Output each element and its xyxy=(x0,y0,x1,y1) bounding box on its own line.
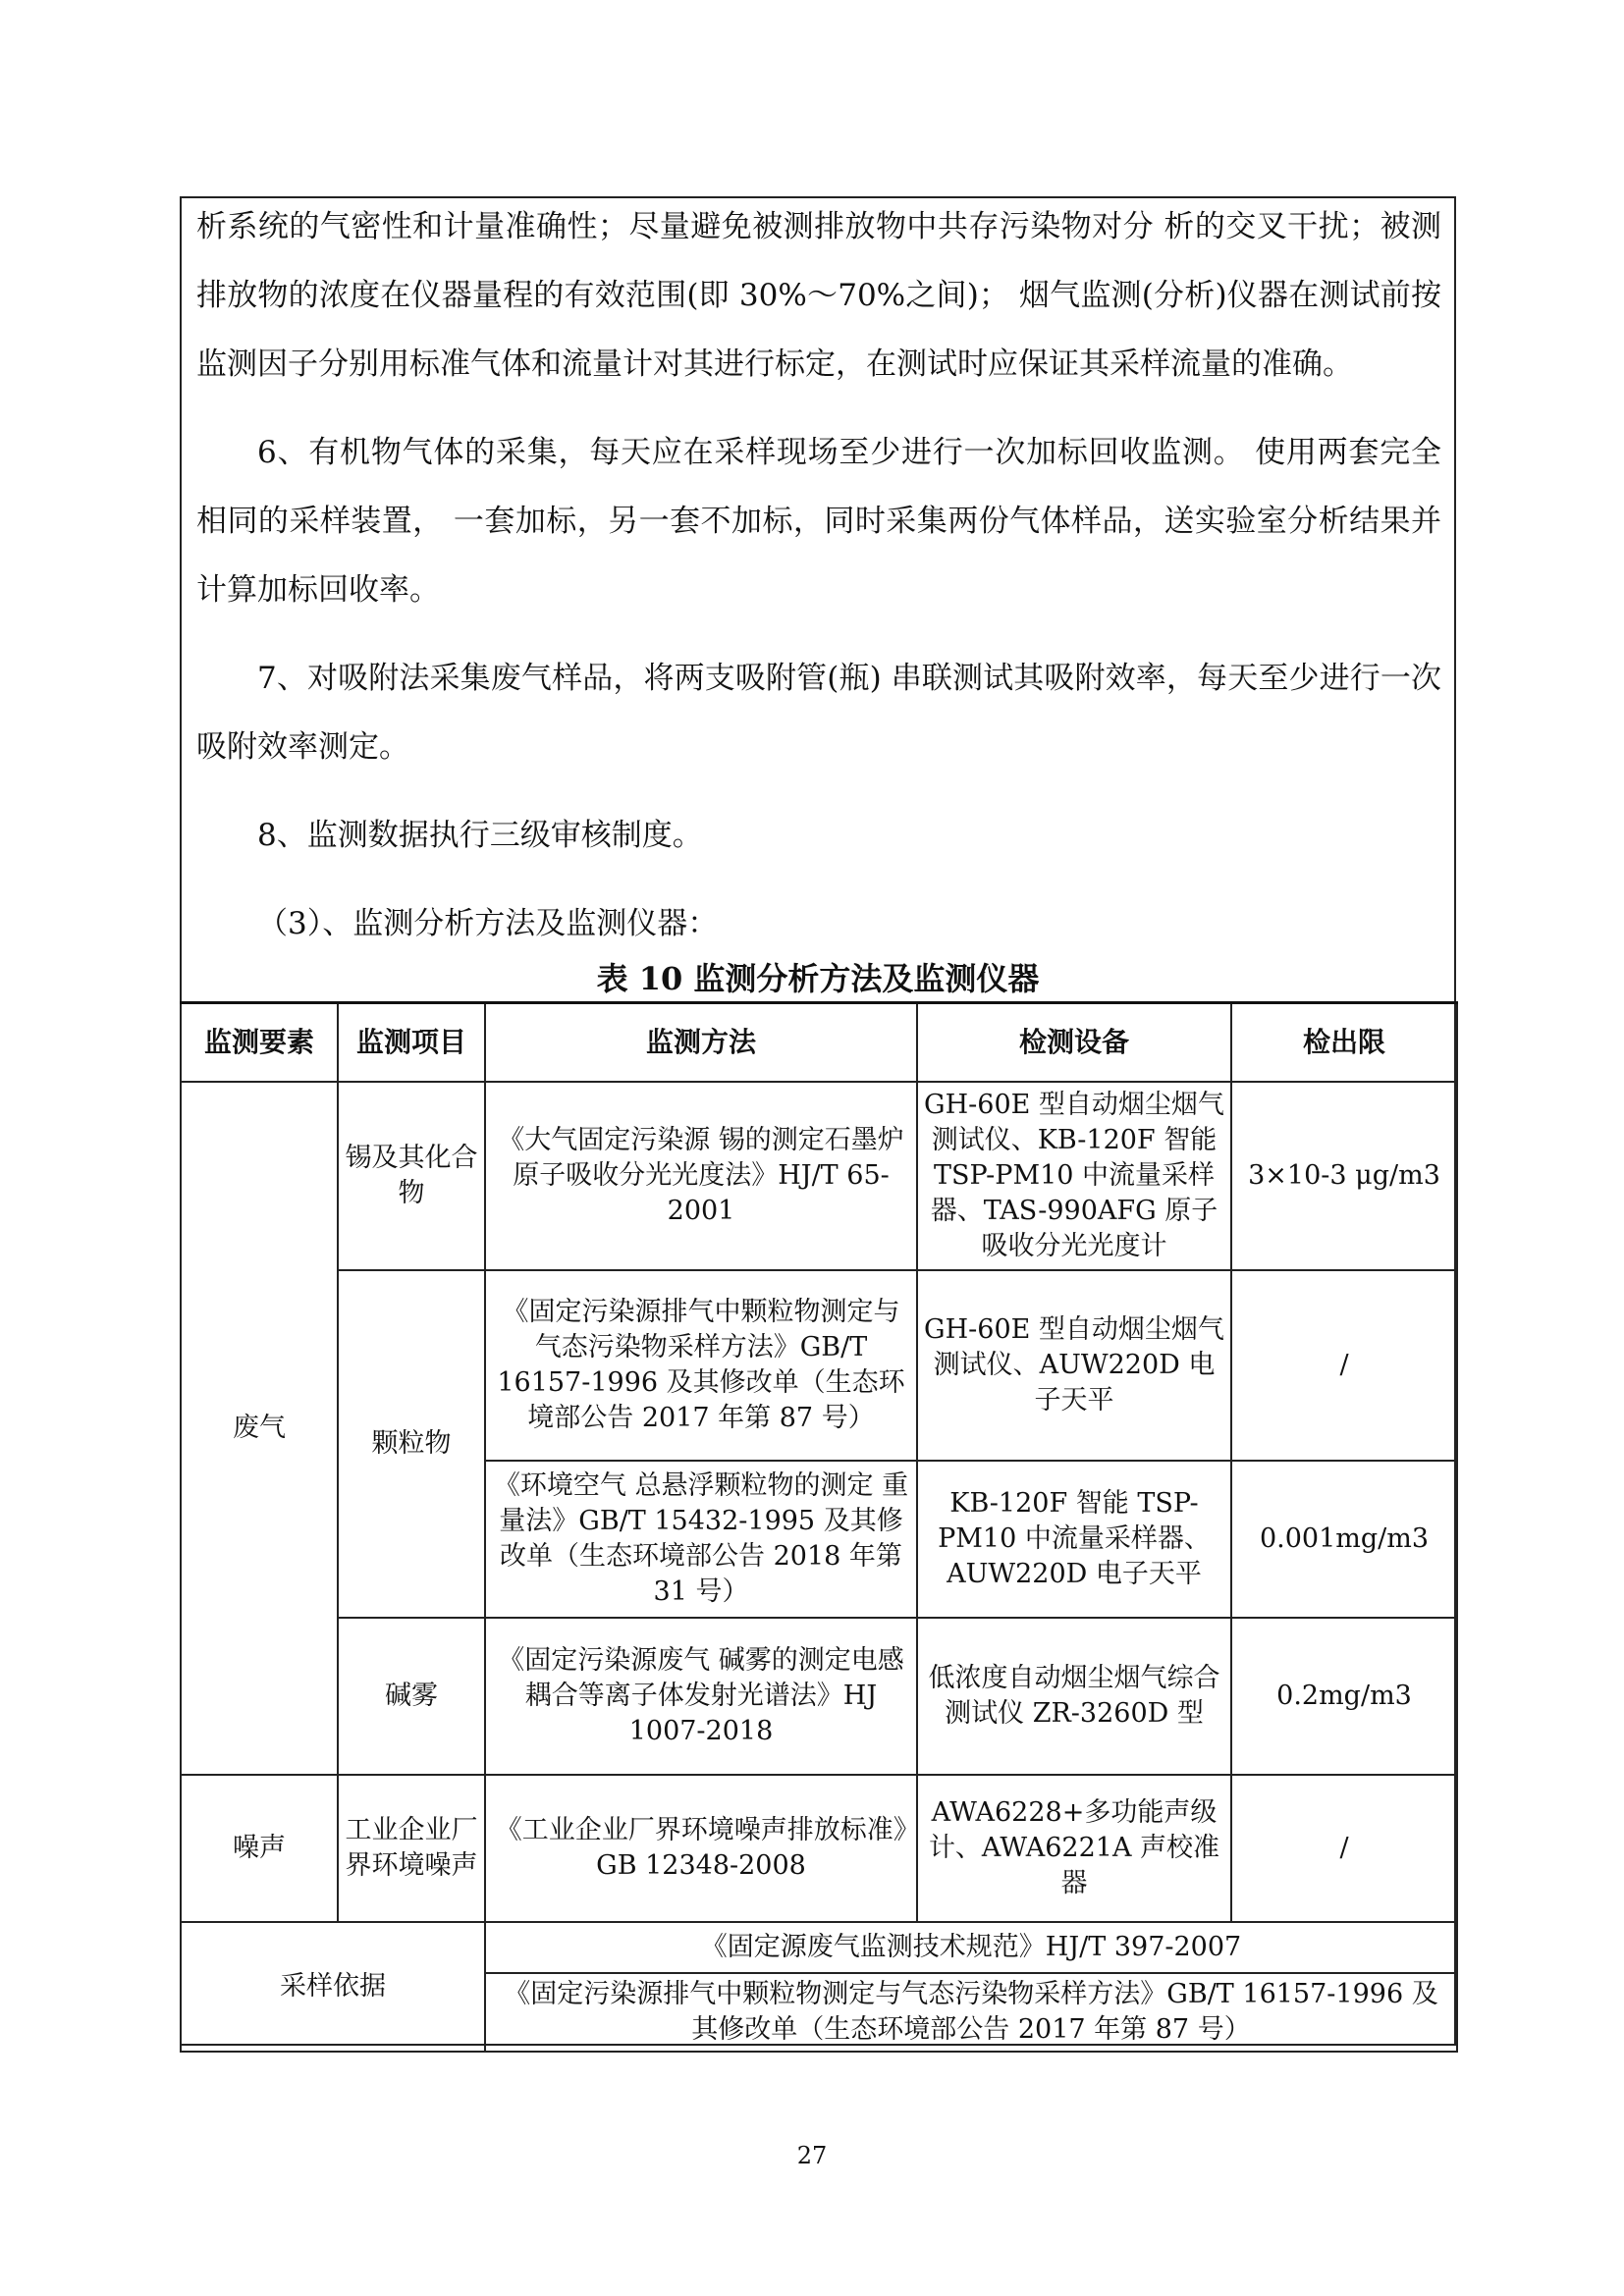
table-row xyxy=(181,1618,1457,1775)
method-tin: 《大气固定污染源 锡的测定石墨炉原子吸收分光光度法》HJ/T 65-2001 xyxy=(485,1082,917,1270)
method-alkali-mist: 《固定污染源废气 碱雾的测定电感耦合等离子体发射光谱法》HJ 1007-2018 xyxy=(485,1618,917,1775)
limit-particulate-1: / xyxy=(1231,1270,1457,1461)
equipment-tin: GH-60E 型自动烟尘烟气测试仪、KB-120F 智能 TSP-PM10 中流量采样器、TAS-990AFG 原子吸收分光光度计 xyxy=(917,1082,1231,1270)
body-text xyxy=(196,192,1441,958)
equipment-particulate-2: KB-120F 智能 TSP-PM10 中流量采样器、AUW220D 电子天平 xyxy=(917,1461,1231,1618)
element-noise: 噪声 xyxy=(181,1775,338,1922)
section-subheading: （3）、监测分析方法及监测仪器： xyxy=(257,906,719,941)
limit-particulate-2: 0.001mg/m3 xyxy=(1231,1461,1457,1618)
item-particulate: 颗粒物 xyxy=(338,1270,485,1618)
paragraph-item-8: 8、监测数据执行三级审核制度。 xyxy=(257,818,703,853)
header-item: 监测项目 xyxy=(338,1003,485,1082)
paragraph-analysis-system: 析系统的气密性和计量准确性；尽量避免被测排放物中共存污染物对分 析的交叉干扰；被测排放物的浓度在仪器量程的有效范围(即 30%～70%之间)； 烟气监测(分析)仪器在测试前按监测因子分别用标准气体和流量计对其进行标定，在测试时应保证其采样流量的准确。 xyxy=(196,209,1441,382)
header-method: 监测方法 xyxy=(485,1003,917,1082)
equipment-particulate-1: GH-60E 型自动烟尘烟气测试仪、AUW220D 电子天平 xyxy=(917,1270,1231,1461)
limit-tin: 3×10-3 μg/m3 xyxy=(1231,1082,1457,1270)
limit-noise: / xyxy=(1231,1775,1457,1922)
limit-alkali-mist: 0.2mg/m3 xyxy=(1231,1618,1457,1775)
sampling-basis-1: 《固定源废气监测技术规范》HJ/T 397-2007 xyxy=(485,1922,1457,1973)
item-tin: 锡及其化合物 xyxy=(338,1082,485,1270)
element-waste-gas: 废气 xyxy=(181,1082,338,1775)
table-row xyxy=(181,1082,1457,1270)
paragraph-item-7: 7、对吸附法采集废气样品，将两支吸附管(瓶) 串联测试其吸附效率，每天至少进行一次吸附效率测定。 xyxy=(196,661,1441,765)
header-limit: 检出限 xyxy=(1231,1003,1457,1082)
sampling-basis-label: 采样依据 xyxy=(181,1922,485,2052)
table-title: 表 10 监测分析方法及监测仪器 xyxy=(596,960,1040,997)
table-row xyxy=(181,1775,1457,1922)
method-noise: 《工业企业厂界环境噪声排放标准》GB 12348-2008 xyxy=(485,1775,917,1922)
header-element: 监测要素 xyxy=(181,1003,338,1082)
method-particulate-2: 《环境空气 总悬浮颗粒物的测定 重量法》GB/T 15432-1995 及其修改单（生态环境部公告 2018 年第 31 号） xyxy=(485,1461,917,1618)
method-particulate-1: 《固定污染源排气中颗粒物测定与气态污染物采样方法》GB/T 16157-1996 及其修改单（生态环境部公告 2017 年第 87 号） xyxy=(485,1270,917,1461)
item-alkali-mist: 碱雾 xyxy=(338,1618,485,1775)
equipment-alkali-mist: 低浓度自动烟尘烟气综合测试仪 ZR-3260D 型 xyxy=(917,1618,1231,1775)
table-header-row xyxy=(181,1003,1457,1082)
table-row xyxy=(181,1270,1457,1461)
header-equipment: 检测设备 xyxy=(917,1003,1231,1082)
sampling-basis-2: 《固定污染源排气中颗粒物测定与气态污染物采样方法》GB/T 16157-1996 及其修改单（生态环境部公告 2017 年第 87 号） xyxy=(485,1973,1457,2052)
equipment-noise: AWA6228+多功能声级计、AWA6221A 声校准器 xyxy=(917,1775,1231,1922)
table-row xyxy=(181,1922,1457,1973)
item-noise: 工业企业厂界环境噪声 xyxy=(338,1775,485,1922)
paragraph-item-6: 6、有机物气体的采集，每天应在采样现场至少进行一次加标回收监测。 使用两套完全相同的采样装置， 一套加标，另一套不加标，同时采集两份气体样品，送实验室分析结果并计算加标回收率。 xyxy=(196,435,1441,608)
page-number: 27 xyxy=(796,2142,828,2169)
monitoring-methods-table xyxy=(180,1001,1458,2053)
